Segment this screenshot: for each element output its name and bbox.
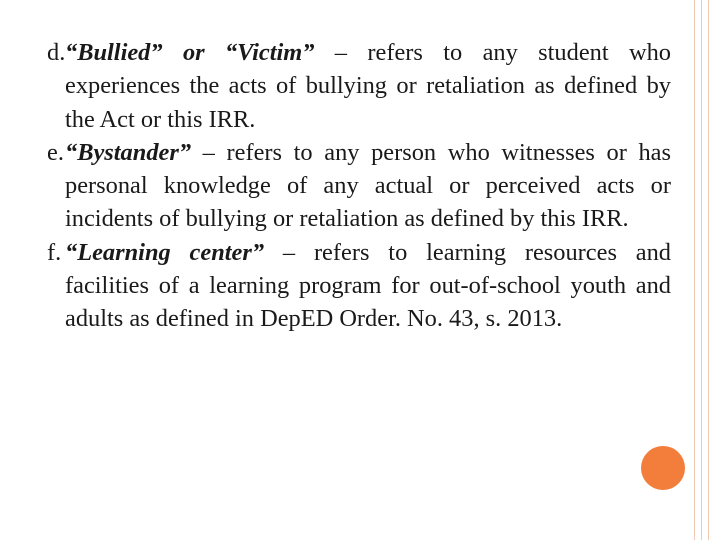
- definition-term: “Learning center”: [65, 238, 265, 266]
- decorative-rule-middle: [701, 0, 702, 540]
- definition-bullied: [47, 36, 671, 136]
- decorative-rule-right: [708, 0, 709, 540]
- definition-bystander: [47, 136, 671, 236]
- definition-term: “Bullied” or “Victim”: [65, 39, 315, 66]
- definition-text: refers to any student who experiences the acts of bullying or retaliation as defined by the Act or this IRR.: [65, 39, 671, 133]
- definition-learning-center: [47, 236, 671, 336]
- item-marker: f.: [47, 238, 62, 266]
- item-marker: e.: [47, 138, 64, 166]
- item-marker: d.: [47, 39, 66, 66]
- definition-dash: –: [191, 138, 227, 166]
- definition-text: refers to learning resources and facilities of a learning program for out-of-school youth and adults as defined in DepED Order. No. 43, s. 2013.: [65, 238, 671, 333]
- decorative-rule-left: [694, 0, 695, 540]
- definition-dash: –: [314, 39, 368, 66]
- definition-term: “Bystander”: [65, 138, 192, 166]
- definition-text: refers to any person who witnesses or has personal knowledge of any actual or perceived acts or incidents of bullying or retaliation as defined by this IRR.: [65, 138, 671, 233]
- definitions-list: [47, 36, 671, 336]
- definition-dash: –: [264, 238, 314, 266]
- decorative-orange-circle: [641, 446, 685, 490]
